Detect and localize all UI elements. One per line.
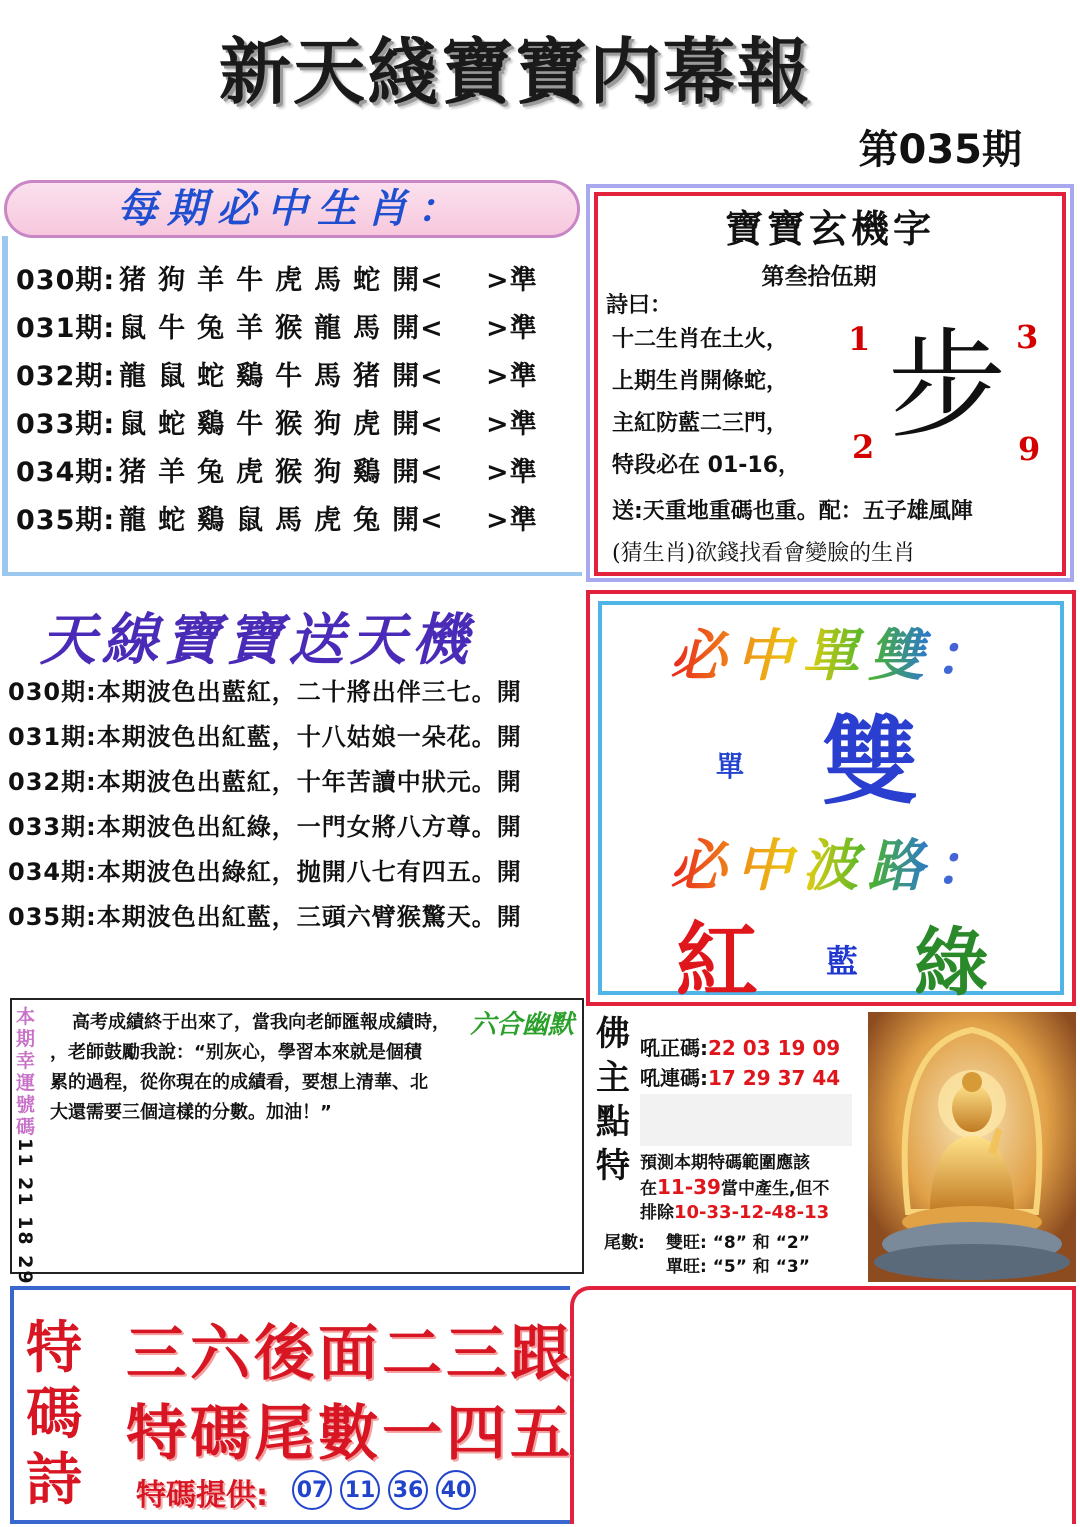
zodiac-result: >準 — [486, 457, 538, 488]
machine-title: 寶寶玄機字 — [724, 206, 935, 251]
wave-green: 綠 — [914, 920, 988, 1006]
zodiac-open: 開< — [392, 265, 444, 296]
lucky-numbers — [10, 1138, 44, 1286]
message-line: 累的過程，從你現在的成績看，要想上清華、北 — [50, 1072, 428, 1093]
zodiac-signs: 猪狗羊牛虎馬蛇 — [119, 265, 393, 296]
zodiac-row — [16, 306, 538, 350]
secret-title: 天線寶寶送天機 — [40, 608, 474, 673]
predict-line: 預測本期特碼範圍應該 — [640, 1153, 810, 1173]
secret-row: 031期:本期波色出紅藍，十八姑娘一朵花。開 — [8, 723, 522, 751]
zodiac-row — [16, 354, 538, 398]
zodiac-open: 開< — [392, 505, 444, 536]
machine-issue: 第叁拾伍期 — [761, 264, 877, 290]
machine-char: 步 — [888, 316, 1007, 454]
zodiac-result: >準 — [486, 409, 538, 440]
secret-row: 034期:本期波色出綠紅，抛開八七有四五。開 — [8, 858, 522, 886]
hint-number: 2 — [852, 428, 875, 466]
poem-label: 詩曰： — [606, 293, 673, 318]
exclude-numbers: 10-33-12-48-13 — [674, 1202, 830, 1223]
zodiac-result: >準 — [486, 313, 538, 344]
hint-number: 9 — [1018, 430, 1041, 468]
predict-text: 在 — [640, 1179, 657, 1199]
page-title: 新天綫寶寶内幕報 — [218, 29, 811, 114]
secret-row: 032期:本期波色出藍紅，十年苦讀中狀元。開 — [8, 768, 522, 796]
zodiac-result: >準 — [486, 265, 538, 296]
empty-box — [570, 1286, 1076, 1524]
zodiac-signs: 龍蛇鷄鼠馬虎兔 — [119, 505, 393, 536]
poem-line: 特段必在 01-16， — [612, 453, 801, 478]
gray-block — [640, 1094, 852, 1146]
secret-row: 035期:本期波色出紅藍，三頭六臂猴驚天。開 — [8, 903, 522, 931]
hint-number: 3 — [1016, 318, 1039, 356]
buddha-label: 佛主點特 — [596, 1014, 630, 1186]
number-circle: 36 — [388, 1470, 428, 1510]
hint-number: 1 — [848, 320, 871, 358]
zodiac-result: >準 — [486, 505, 538, 536]
humor-label: 六合幽默 — [470, 1010, 575, 1040]
poem-line: 上期生肖開條蛇， — [612, 369, 789, 394]
zodiac-period: 031期: — [16, 313, 116, 344]
gift-line: 送:天重地重碼也重。配：五子雄風陣 — [612, 499, 973, 524]
zheng-line — [640, 1032, 840, 1061]
issue-number: 第035期 — [858, 127, 1022, 173]
message-line: ，老師鼓勵我說：“别灰心，學習本來就是個積 — [50, 1042, 422, 1063]
even-pick: 雙 — [822, 706, 918, 818]
message-line: 大還需要三個這樣的分數。加油！” — [50, 1102, 332, 1123]
secret-row: 030期:本期波色出藍紅，二十將出伴三七。開 — [8, 678, 522, 706]
odd-label: 單 — [716, 750, 745, 783]
number-circle: 40 — [436, 1470, 476, 1510]
zodiac-period: 032期: — [16, 361, 116, 392]
message-line: 高考成績終于出來了，當我向老師匯報成績時， — [72, 1012, 450, 1033]
poem-line: 主紅防藍二三門， — [612, 411, 789, 436]
poem-label-vertical: 特碼詩 — [26, 1316, 82, 1513]
predict-text: 當中產生,但不 — [720, 1179, 830, 1199]
zodiac-period: 035期: — [16, 505, 116, 536]
zodiac-signs: 猪羊兔虎猴狗鷄 — [119, 457, 393, 488]
lucky-label: 本期幸運號碼 — [16, 1006, 36, 1138]
zodiac-row — [16, 402, 538, 446]
zheng-numbers: 22 03 19 09 — [708, 1036, 841, 1060]
zodiac-signs: 龍鼠蛇鷄牛馬猪 — [119, 361, 393, 392]
poem-line: 十二生肖在土火， — [612, 327, 789, 352]
zodiac-period: 034期: — [16, 457, 116, 488]
wave-blue: 藍 — [826, 942, 859, 980]
tail-double: 雙旺: “8” 和 “2” — [666, 1233, 810, 1253]
riddle-line: (猜生肖)欲錢找看會變臉的生肖 — [612, 541, 916, 566]
wave-red: 紅 — [676, 914, 759, 1009]
odd-even-title: 必中單雙： — [670, 612, 1000, 692]
zodiac-open: 開< — [392, 361, 444, 392]
tail-single: 單旺: “5” 和 “3” — [666, 1257, 810, 1277]
lian-line — [640, 1062, 840, 1091]
zodiac-signs: 鼠牛兔羊猴龍馬 — [119, 313, 393, 344]
predict-line — [640, 1198, 829, 1223]
zodiac-open: 開< — [392, 409, 444, 440]
wave-title: 必中波路： — [670, 822, 1000, 902]
zodiac-section — [2, 236, 582, 576]
lian-label: 吼連碼: — [640, 1066, 708, 1090]
zheng-label: 吼正碼: — [640, 1036, 708, 1060]
zodiac-open: 開< — [392, 313, 444, 344]
lucky-numbers-text: 11 21 18 29 — [14, 1138, 36, 1286]
poem-line: 特碼尾數一四五 — [126, 1399, 574, 1469]
zodiac-result: >準 — [486, 361, 538, 392]
buddha-image — [868, 1012, 1076, 1282]
predict-line — [640, 1174, 829, 1199]
zodiac-row — [16, 498, 538, 542]
zodiac-period: 033期: — [16, 409, 116, 440]
provide-label: 特碼提供: — [136, 1478, 268, 1513]
tail-label: 尾數: — [604, 1233, 645, 1253]
zodiac-row — [16, 258, 538, 302]
zodiac-period: 030期: — [16, 265, 116, 296]
poem-line: 三六後面二三跟 — [126, 1319, 574, 1389]
secret-row: 033期:本期波色出紅綠，一門女將八方尊。開 — [8, 813, 522, 841]
zodiac-open: 開< — [392, 457, 444, 488]
lian-numbers: 17 29 37 44 — [708, 1066, 841, 1090]
predict-range: 11-39 — [657, 1175, 721, 1199]
zodiac-banner: 每期必中生肖： — [4, 180, 580, 238]
number-circle: 07 — [292, 1470, 332, 1510]
predict-text: 排除 — [640, 1203, 674, 1223]
number-circle: 11 — [340, 1470, 380, 1510]
zodiac-signs: 鼠蛇鷄牛猴狗虎 — [119, 409, 393, 440]
zodiac-row — [16, 450, 538, 494]
